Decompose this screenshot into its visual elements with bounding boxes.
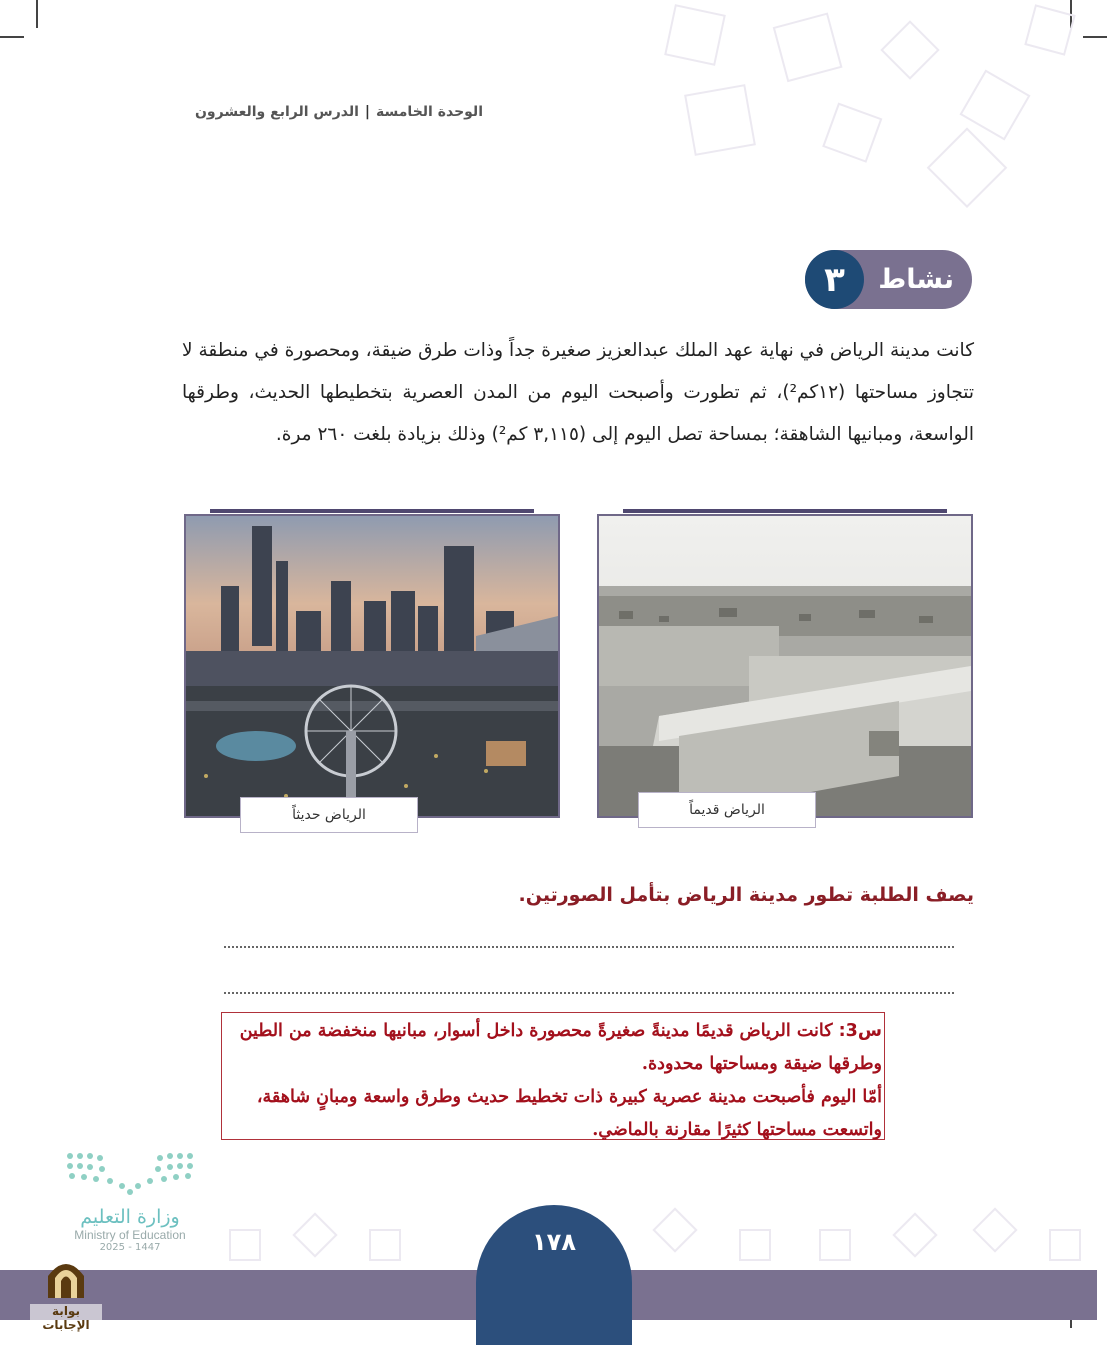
page-number: ١٧٨	[532, 1228, 576, 1256]
activity-question: يصف الطلبة تطور مدينة الرياض بتأمل الصورتين.	[518, 884, 974, 906]
ministry-logo	[55, 1150, 205, 1253]
page-number-badge	[476, 1205, 632, 1345]
answers-portal-logo	[30, 1256, 102, 1332]
portal-arch-icon	[44, 1256, 88, 1300]
modern-riyadh-photo	[184, 514, 560, 818]
trim-mark	[36, 0, 38, 28]
old-riyadh-image	[599, 516, 971, 816]
old-riyadh-photo	[597, 514, 973, 818]
page-header	[180, 104, 483, 120]
answer-box	[221, 1012, 885, 1140]
lesson-title: الدرس الرابع والعشرون	[194, 104, 359, 120]
lesson-paragraph: كانت مدينة الرياض في نهاية عهد الملك عبدالعزيز صغيرة جداً وذات طرق ضيقة، ومحصورة في منطقة لا تتجاوز مساحتها (١٢كم²)، ثم تطورت وأصبحت اليوم من المدن العصرية بتخطيطها الحديث، وطرقها الواسعة، ومبانيها الشاهقة؛ بمساحة تصل اليوم إلى (٣,١١٥ كم²) وذلك بزيادة بلغت ٢٦٠ مرة.	[182, 340, 975, 445]
answer-text-1: كانت الرياض قديمًا مدينةً صغيرةً محصورة داخل أسوار، مبانيها منخفضة من الطين	[239, 1021, 833, 1041]
ministry-english-name: Ministry of Education	[74, 1228, 186, 1242]
portal-label: بوابة الإجابات	[30, 1304, 102, 1332]
answer-line	[224, 992, 954, 994]
trim-mark	[0, 36, 24, 38]
activity-label: نشاط	[878, 264, 954, 295]
old-photo-caption: الرياض قديماً	[638, 792, 816, 828]
answer-line-2: وطرقها ضيقة ومساحتها محدودة.	[641, 1054, 882, 1074]
modern-riyadh-image	[186, 516, 558, 816]
answer-tag: س3:	[838, 1021, 882, 1041]
answer-line	[224, 946, 954, 948]
answer-line-4: واتسعت مساحتها كثيرًا مقارنة بالماضي.	[592, 1120, 882, 1140]
unit-title: الوحدة الخامسة	[376, 104, 483, 120]
activity-badge	[805, 250, 972, 309]
decorative-pattern	[640, 0, 1107, 210]
answer-line-1	[222, 1015, 882, 1048]
trim-mark	[1083, 36, 1107, 38]
activity-number: ٣	[805, 250, 864, 309]
photo-top-bar	[623, 509, 947, 513]
ministry-years: 2025 - 1447	[99, 1242, 161, 1253]
ministry-arabic-name: وزارة التعليم	[80, 1206, 180, 1228]
answer-line-3: أمّا اليوم فأصبحت مدينة عصرية كبيرة ذات تخطيط حديث وطرق واسعة ومبانٍ شاهقة،	[256, 1087, 882, 1107]
ministry-dots-icon	[60, 1150, 200, 1198]
header-separator: |	[364, 104, 371, 120]
decorative-pattern-bottom	[220, 1195, 1100, 1270]
modern-photo-caption: الرياض حديثاً	[240, 797, 418, 833]
photo-top-bar	[210, 509, 534, 513]
trim-mark	[1070, 0, 1072, 28]
